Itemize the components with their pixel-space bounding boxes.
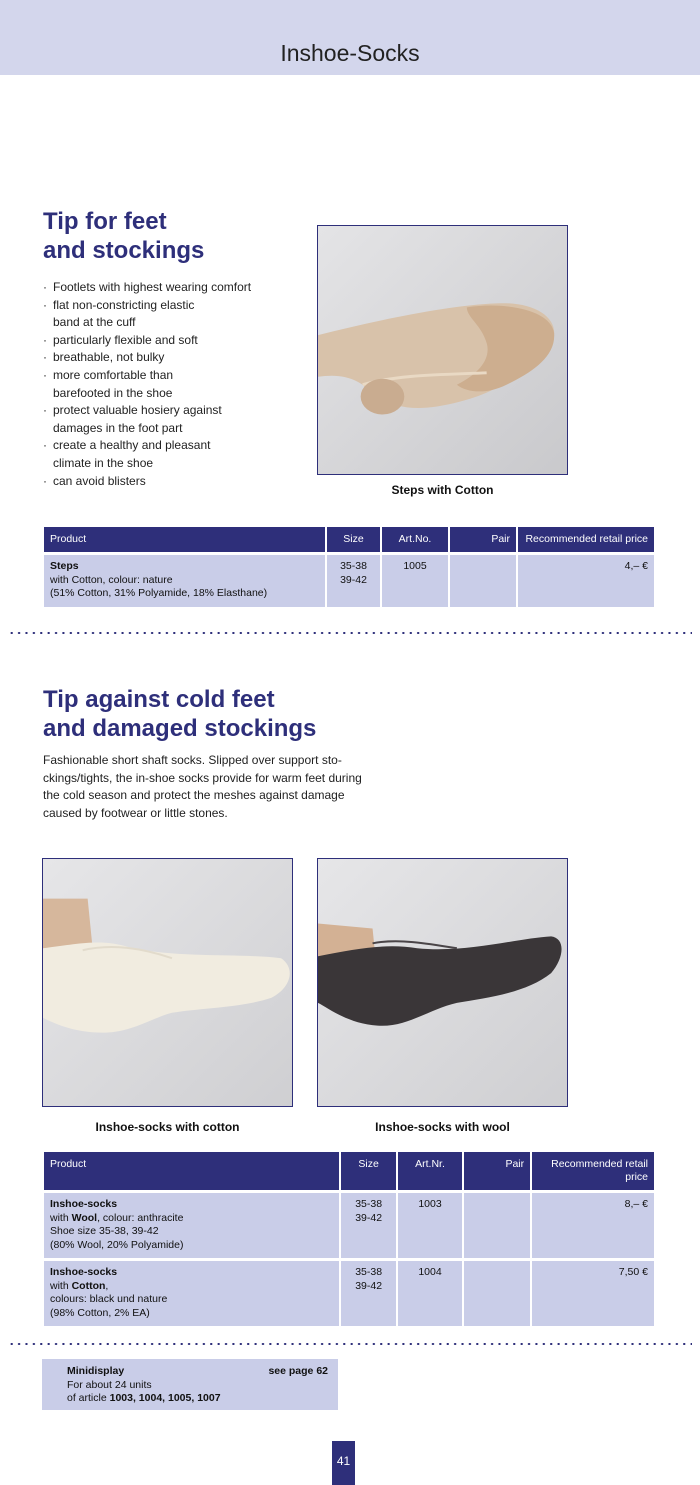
art-nr-cell: 1004 (398, 1258, 461, 1326)
feature-item: · particularly flexible and soft (43, 332, 293, 350)
column-header-price: Recommended retail price (518, 527, 654, 552)
product-cell (44, 552, 325, 607)
column-header-art-nr: Art.Nr. (398, 1152, 461, 1190)
price-cell: 7,50 € (532, 1258, 654, 1326)
price-header-line: price (625, 1171, 648, 1183)
pair-cell (464, 1190, 530, 1258)
section2-heading (43, 685, 316, 743)
feature-item-continuation: barefooted in the shoe (53, 385, 173, 400)
art-nr-cell: 1003 (398, 1190, 461, 1258)
product-detail: with Cotton, colour: nature (50, 573, 173, 586)
column-header-product: Product (44, 1152, 339, 1190)
paragraph-line: Fashionable short shaft socks. Slipped over support sto- (43, 753, 342, 767)
feature-item: · can avoid blisters (43, 473, 293, 491)
material-name: Wool (71, 1211, 98, 1224)
product-cell (44, 1190, 339, 1258)
table-row (44, 552, 654, 607)
pair-cell (450, 552, 516, 607)
dotted-divider (8, 632, 692, 634)
size-value: 35-38 (355, 1266, 383, 1278)
product-name: Steps (50, 560, 79, 572)
column-header-price (532, 1152, 654, 1190)
feature-item: · protect valuable hosiery against (43, 402, 293, 420)
product-name: Inshoe-socks (50, 1266, 118, 1278)
size-cell (341, 1258, 396, 1326)
description-paragraph (43, 752, 373, 822)
price-cell: 4,– € (518, 552, 654, 607)
see-page-reference: see page 62 (268, 1365, 328, 1377)
section2-heading-line1: Tip against cold feet (43, 686, 275, 713)
feature-item: · breathable, not bulky (43, 349, 293, 367)
size-value: 35-38 (340, 560, 367, 572)
page-header (0, 0, 700, 75)
photo-steps-cotton (317, 225, 568, 475)
feature-item-continuation: band at the cuff (53, 315, 136, 330)
column-header-product: Product (44, 527, 325, 552)
size-value: 39-42 (355, 1279, 383, 1292)
section2-heading-line2: and damaged stockings (43, 715, 317, 742)
photo-caption-wool: Inshoe-socks with wool (375, 1120, 510, 1134)
feature-list (43, 279, 293, 490)
detail-text: , (105, 1279, 109, 1292)
paragraph-line: ckings/tights, the in-shoe socks provide for warm feet during (43, 770, 362, 785)
product-name: Inshoe-socks (50, 1198, 118, 1210)
column-header-pair: Pair (450, 527, 516, 552)
feature-item: · flat non-constricting elastic (43, 297, 293, 315)
feature-item: · more comfortable than (43, 367, 293, 385)
product-detail (50, 1212, 333, 1226)
column-header-size: Size (327, 527, 380, 552)
product-sizes: Shoe size 35-38, 39-42 (50, 1225, 159, 1237)
minidisplay-title: Minidisplay (67, 1365, 125, 1377)
material-name: Cotton (71, 1279, 106, 1292)
minidisplay-units: For about 24 units (67, 1378, 152, 1391)
detail-text: with (50, 1279, 72, 1292)
price-header-line: Recommended retail (551, 1158, 648, 1170)
product-table-steps (42, 527, 656, 607)
detail-text: , colour: anthracite (97, 1211, 184, 1224)
dotted-divider (8, 1343, 692, 1345)
paragraph-line: the cold season and protect the meshes against damage (43, 788, 345, 803)
section1-heading-line1: Tip for feet (43, 208, 167, 235)
photo-caption-cotton: Inshoe-socks with cotton (95, 1120, 240, 1134)
photo-caption-steps: Steps with Cotton (391, 483, 494, 497)
size-value: 39-42 (355, 1211, 383, 1224)
photo-inshoe-wool (317, 858, 568, 1107)
photo-inshoe-cotton (42, 858, 293, 1107)
table-row (44, 1258, 654, 1326)
feature-item: · Footlets with highest wearing comfort (43, 279, 293, 297)
feature-item: · create a healthy and pleasant (43, 437, 293, 455)
product-detail (50, 1280, 333, 1294)
minidisplay-box (42, 1359, 338, 1410)
articles-prefix: of article (67, 1392, 110, 1404)
product-table-inshoe (42, 1152, 656, 1326)
column-header-pair: Pair (464, 1152, 530, 1190)
column-header-art-no: Art.No. (382, 527, 448, 552)
table-row (44, 1190, 654, 1258)
product-composition: (98% Cotton, 2% EA) (50, 1306, 150, 1319)
size-value: 35-38 (355, 1198, 383, 1210)
paragraph-line: caused by footwear or little stones. (43, 805, 228, 820)
column-header-size: Size (341, 1152, 396, 1190)
size-cell (341, 1190, 396, 1258)
articles-list: 1003, 1004, 1005, 1007 (109, 1392, 221, 1404)
product-composition: (80% Wool, 20% Polyamide) (50, 1238, 184, 1251)
section1-heading (43, 207, 204, 265)
pair-cell (464, 1258, 530, 1326)
page-title: Inshoe-Socks (280, 40, 420, 66)
feature-item-continuation: climate in the shoe (53, 455, 154, 470)
detail-text: with (50, 1211, 72, 1224)
size-value: 39-42 (340, 573, 367, 586)
section1-heading-line2: and stockings (43, 237, 205, 264)
price-cell: 8,– € (532, 1190, 654, 1258)
size-cell (327, 552, 380, 607)
product-colours: colours: black und nature (50, 1293, 168, 1305)
feature-item-continuation: damages in the foot part (53, 420, 183, 435)
minidisplay-articles (67, 1392, 328, 1406)
product-composition: (51% Cotton, 31% Polyamide, 18% Elasthane) (50, 587, 268, 599)
page-number: 41 (332, 1441, 355, 1485)
product-cell (44, 1258, 339, 1326)
art-no-cell: 1005 (382, 552, 448, 607)
